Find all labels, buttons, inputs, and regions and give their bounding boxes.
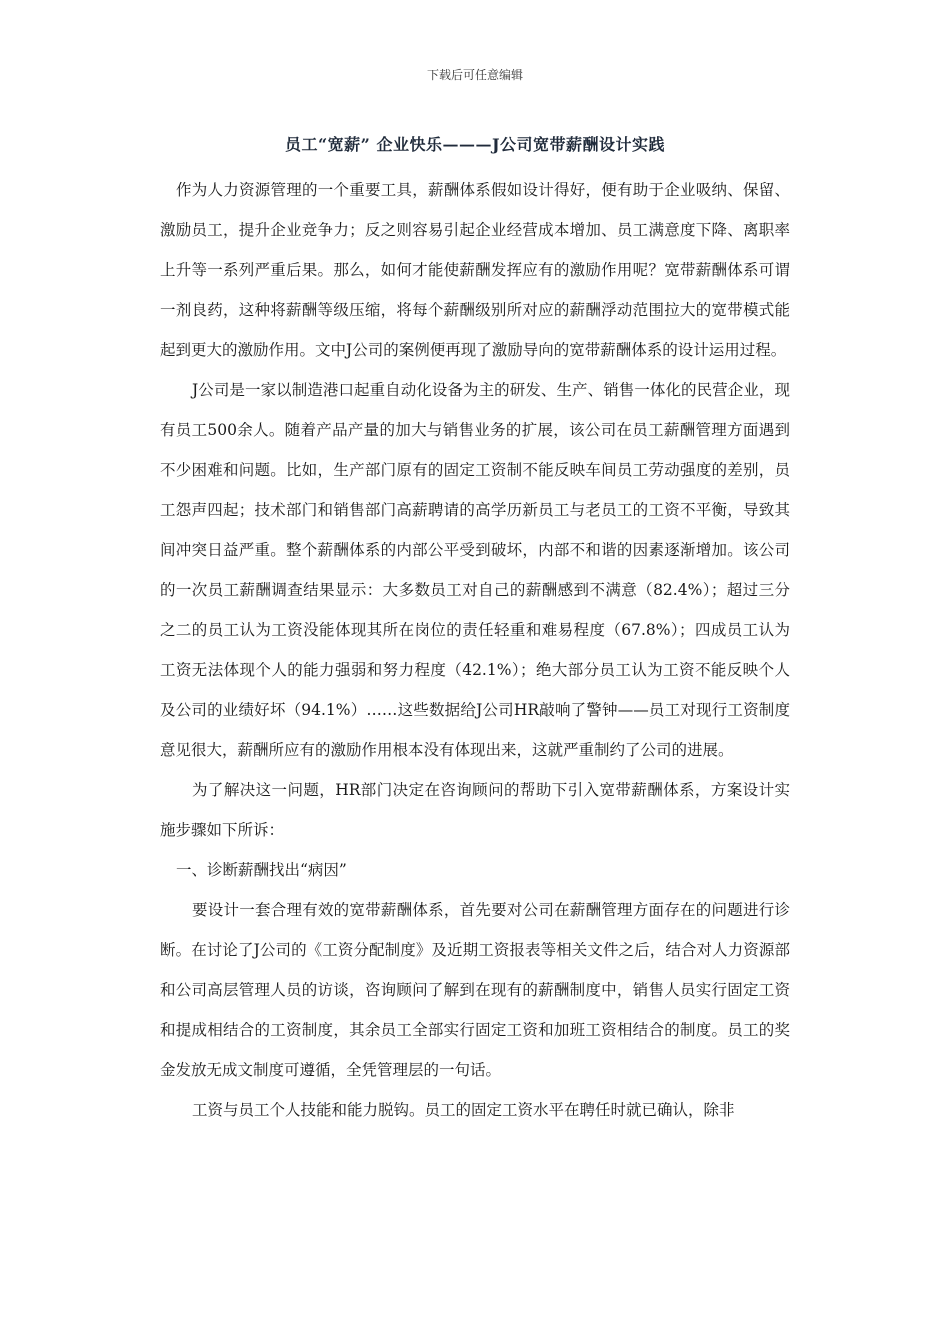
document-body bbox=[160, 170, 790, 1130]
header-note: 下载后可任意编辑 bbox=[426, 68, 523, 82]
wage-skill-paragraph: 工资与员工个人技能和能力脱钩。员工的固定工资水平在聘任时就已确认，除非 bbox=[192, 1101, 735, 1119]
section-heading-diagnosis: 一、诊断薪酬找出“病因” bbox=[176, 861, 347, 879]
intro-paragraph: 作为人力资源管理的一个重要工具，薪酬体系假如设计得好，便有助于企业吸纳、保留、激励员工，提升企业竞争力；反之则容易引起企业经营成本增加、员工满意度下降、离职率上升等一系列严重后果。那么，如何才能使薪酬发挥应有的激励作用呢？宽带薪酬体系可谓一剂良药，这种将薪酬等级压缩，将每个薪酬级别所对应的薪酬浮动范围拉大的宽带模式能起到更大的激励作用。文中J公司的案例便再现了激励导向的宽带薪酬体系的设计运用过程。 bbox=[160, 181, 790, 359]
company-background-paragraph: J公司是一家以制造港口起重自动化设备为主的研发、生产、销售一体化的民营企业，现有员工500余人。随着产品产量的加大与销售业务的扩展，该公司在员工薪酬管理方面遇到不少困难和问题。比如，生产部门原有的固定工资制不能反映车间员工劳动强度的差别，员工怨声四起；技术部门和销售部门高薪聘请的高学历新员工与老员工的工资不平衡，导致其间冲突日益严重。整个薪酬体系的内部公平受到破坏，内部不和谐的因素逐渐增加。该公司的一次员工薪酬调查结果显示：大多数员工对自己的薪酬感到不满意（82.4%）；超过三分之二的员工认为工资没能体现其所在岗位的责任轻重和难易程度（67.8%）；四成员工认为工资无法体现个人的能力强弱和努力程度（42.1%）；绝大部分员工认为工资不能反映个人及公司的业绩好坏（94.1%）……这些数据给J公司HR敲响了警钟——员工对现行工资制度意见很大，薪酬所应有的激励作用根本没有体现出来，这就严重制约了公司的进展。 bbox=[160, 381, 790, 759]
solution-intro-paragraph: 为了解决这一问题，HR部门决定在咨询顾问的帮助下引入宽带薪酬体系，方案设计实施步骤如下所诉： bbox=[160, 781, 790, 839]
document-title: 员工“宽薪” 企业快乐———J公司宽带薪酬设计实践 bbox=[284, 135, 666, 154]
diagnosis-paragraph: 要设计一套合理有效的宽带薪酬体系，首先要对公司在薪酬管理方面存在的问题进行诊断。在讨论了J公司的《工资分配制度》及近期工资报表等相关文件之后，结合对人力资源部和公司高层管理人员的访谈，咨询顾问了解到在现有的薪酬制度中，销售人员实行固定工资和提成相结合的工资制度，其余员工全部实行固定工资和加班工资相结合的制度。员工的奖金发放无成文制度可遵循，全凭管理层的一句话。 bbox=[160, 901, 790, 1079]
